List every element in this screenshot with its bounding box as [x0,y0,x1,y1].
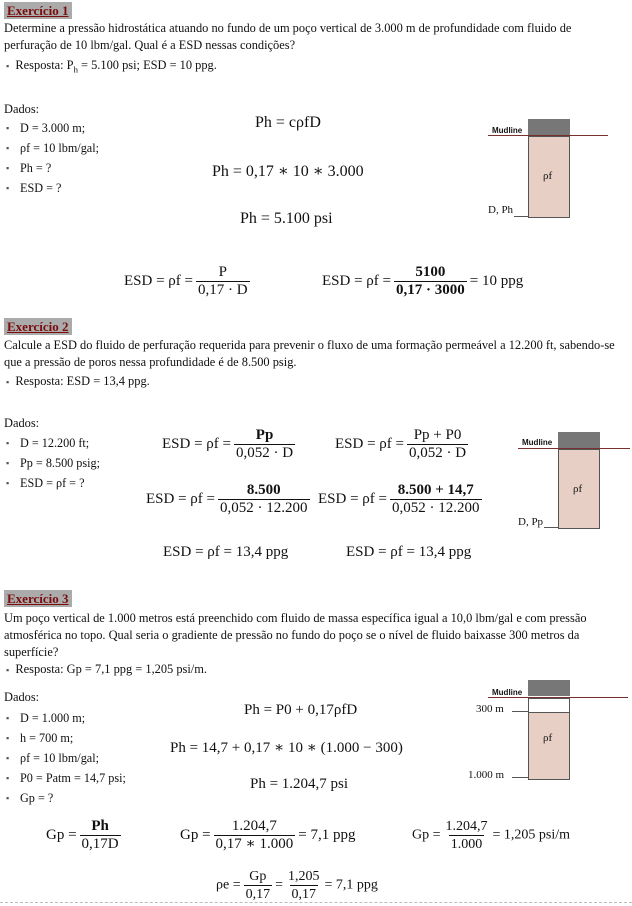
bottom-label: 1.000 m [468,769,505,781]
exercise-3-answer: ▪ Resposta: Gp = 7,1 ppg = 1,205 psi/m. [6,662,207,676]
wellhead [528,680,570,696]
ex1-formula-substitution: Ph = 0,17 ∗ 10 ∗ 3.000 [212,163,364,180]
ex3-equivalent-density: ρe = $\frac{Gp}{0,17}$ = $\frac{1,205}{0,17}$ = 7,1 ppg [216,869,378,902]
exercise-1-answer: ▪ Resposta: $P_h = 5.100$ psi; ESD = 10 ppg. [6,58,217,75]
mudline-label: Mudline [492,688,523,697]
exercise-3-item: ▪ Gp = ? [6,791,54,805]
ex2-esd-formula: ESD = ρf = $\frac{Pp}{0,052 \cdot D}$ [162,427,294,461]
exercise-1-dados-label: Dados: [4,102,40,116]
exercise-1-item: ▪ ρf = 10 lbm/gal; [6,141,99,155]
ex3-formula-hydrostatic: Ph = P0 + 0,17ρfD [244,702,358,718]
rho-label: ρf [573,483,583,495]
mudline-label: Mudline [522,438,553,447]
exercise-1-statement: Determine a pressão hidrostática atuando no fundo de um poço vertical de 3.000 m de profundidade com fluido de perfuração de 10 lbm/gal. Qual é a ESD nessas condições? [4,21,572,52]
exercise-2-dados-label: Dados: [4,416,40,430]
exercise-2-statement: Calcule a ESD do fluido de perfuração requerida para prevenir o fluxo de uma formação permeável a 12.200 ft, sabendo-se que a pressão de poros nessa profundidade é de 8.500 psig. [4,338,615,369]
exercise-2-answer: ▪ Resposta: ESD = 13,4 ppg. [6,374,150,388]
exercise-3-statement: Um poço vertical de 1.000 metros está preenchido com fluido de massa específica igual a 10,0 lbm/gal e com pressão atmosférica no topo. Qual seria o gradiente de pressão no fundo do poço se o nível de fluido baixasse 300 metros da superfície? [4,611,587,659]
exercise-3-item: ▪ P0 = Patm = 14,7 psi; [6,771,126,785]
exercise-2-item: ▪ ESD = ρf = ? [6,476,85,490]
bottom-label: D, Ph [488,204,514,216]
ex3-formula-substitution: Ph = 14,7 + 0,17 ∗ 10 ∗ (1.000 − 300) [170,740,403,756]
ex3-gradient-calc-ppg: Gp = $\frac{1.204,7}{0,17 ∗ 1.000}$ = 7,1 ppg [180,818,356,852]
exercise-2-header: Exercício 2 [4,318,72,335]
bottom-label: D, Pp [518,516,544,528]
ex1-well-diagram [488,116,608,226]
ex3-gradient-formula: Gp = $\frac{Ph}{0,17D}$ [46,818,119,852]
exercise-3-item: ▪ ρf = 10 lbm/gal; [6,751,99,765]
fluid-level-label: 300 m [476,703,504,715]
ex2-result-1: ESD = ρf = 13,4 ppg [163,544,289,560]
exercise-3-item: ▪ h = 700 m; [6,731,74,745]
ex3-formula-result: Ph = 1.204,7 psi [250,776,349,792]
wellhead [528,119,570,135]
fluid-level-tick [512,711,529,712]
mudline-label: Mudline [492,126,523,135]
exercise-3-header: Exercício 3 [4,590,72,607]
wellhead [558,432,600,448]
ex1-esd-calc: ESD = ρf = $\frac{5100}{0,17 \cdot 3000}$ = 10 ppg [322,264,524,298]
empty-column [528,698,570,713]
exercise-2-item: ▪ Pp = 8.500 psig; [6,456,101,470]
ex2-result-2: ESD = ρf = 13,4 ppg [346,544,472,560]
rho-label: ρf [543,170,553,182]
exercise-1-item: ▪ ESD = ? [6,181,62,195]
ex3-gradient-calc-psi: Gp = $\frac{1.204,7}{1.000}$ = 1,205 psi/m [412,819,571,852]
ex2-esd-calc: ESD = ρf = $\frac{8.500}{0,052 \cdot 12.200}$ [146,482,308,516]
bottom-tick [544,527,559,528]
ex1-esd-formula: ESD = ρf = $\frac{P}{0,17 \cdot D}$ [124,264,248,298]
ex2-well-diagram [518,428,630,533]
exercise-1-item: ▪ D = 3.000 m; [6,121,86,135]
ex2-esd-calc-p0: ESD = ρf = $\frac{8.500 + 14,7}{0,052 \cdot 12.200}$ [318,482,480,516]
bottom-tick [514,216,529,217]
ex1-formula-hydrostatic: Ph = cρfD [255,114,321,131]
rho-label: ρf [543,732,553,744]
exercise-2-item: ▪ D = 12.200 ft; [6,436,90,450]
exercise-1-item: ▪ Ph = ? [6,161,52,175]
exercise-3-item: ▪ D = 1.000 m; [6,711,86,725]
page-divider [0,902,632,903]
ex2-esd-formula-p0: ESD = ρf = $\frac{Pp + P0}{0,052 \cdot D}$ [335,427,467,461]
exercise-1-header: Exercício 1 [4,2,72,19]
ex1-formula-result: Ph = 5.100 psi [240,210,333,227]
fluid-column [528,712,570,780]
bottom-tick [512,777,529,778]
ex3-well-diagram [468,680,630,785]
exercise-3-dados-label: Dados: [4,690,40,704]
